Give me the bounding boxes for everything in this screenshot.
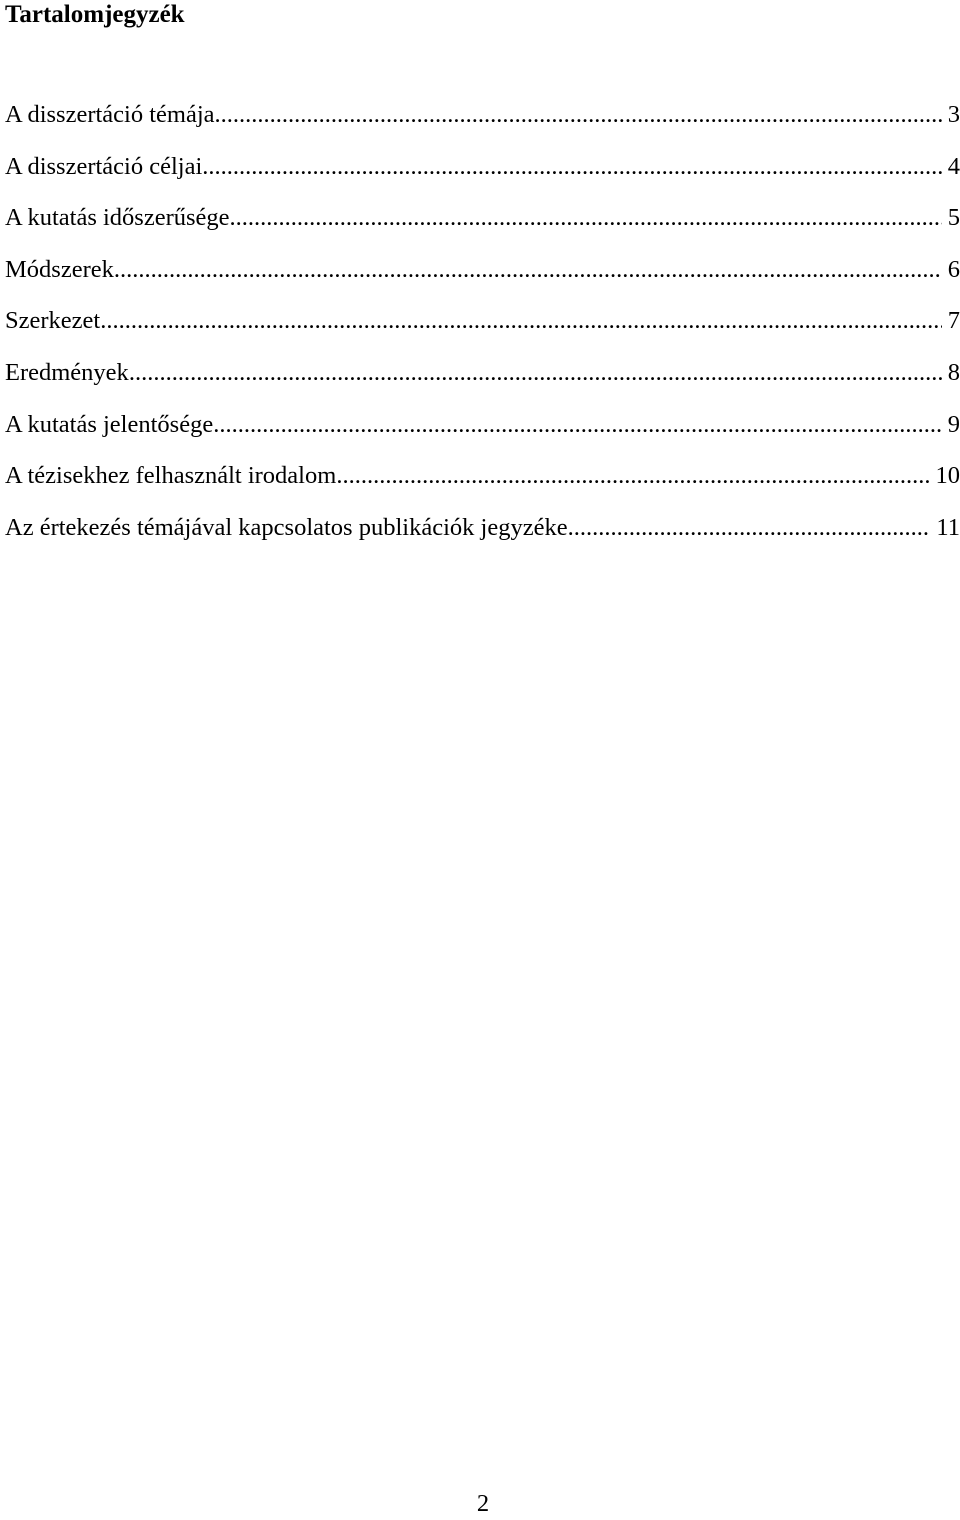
- toc-entry-label: A kutatás időszerűsége: [5, 196, 230, 240]
- toc-entry-page: 10: [930, 454, 960, 498]
- toc-entry-label: Módszerek: [5, 248, 114, 292]
- toc-entry-label: Eredmények: [5, 351, 129, 395]
- toc-dot-leader: [100, 299, 942, 343]
- toc-dot-leader: [114, 248, 942, 292]
- toc-entry-label: A kutatás jelentősége: [5, 403, 213, 447]
- toc-entry-label: A disszertáció céljai: [5, 145, 202, 189]
- toc-entry-publications[interactable]: [5, 506, 960, 558]
- page-title: Tartalomjegyzék: [5, 0, 185, 32]
- toc-entry-page: 8: [942, 351, 960, 395]
- toc-entry-page: 5: [942, 196, 960, 240]
- toc-dot-leader: [568, 506, 931, 550]
- toc-dot-leader: [336, 454, 929, 498]
- toc-entry-topic[interactable]: [5, 93, 960, 145]
- toc-entry-label: Az értekezés témájával kapcsolatos publikációk jegyzéke: [5, 506, 568, 550]
- toc-entry-timeliness[interactable]: [5, 196, 960, 248]
- toc-entry-page: 11: [930, 506, 960, 550]
- toc-entry-label: Szerkezet: [5, 299, 100, 343]
- toc-dot-leader: [213, 403, 942, 447]
- page-number: 2: [0, 1488, 960, 1520]
- toc-dot-leader: [215, 93, 942, 137]
- toc-entry-label: A tézisekhez felhasznált irodalom: [5, 454, 336, 498]
- toc-entry-literature[interactable]: [5, 454, 960, 506]
- toc-entry-page: 6: [942, 248, 960, 292]
- toc-dot-leader: [129, 351, 942, 395]
- toc-entry-results[interactable]: [5, 351, 960, 403]
- toc-entry-structure[interactable]: [5, 299, 960, 351]
- toc-entry-label: A disszertáció témája: [5, 93, 215, 137]
- toc-entry-page: 3: [942, 93, 960, 137]
- table-of-contents: [5, 93, 960, 557]
- toc-entry-significance[interactable]: [5, 403, 960, 455]
- toc-dot-leader: [230, 196, 942, 240]
- toc-dot-leader: [202, 145, 941, 189]
- toc-entry-methods[interactable]: [5, 248, 960, 300]
- toc-entry-page: 7: [942, 299, 960, 343]
- toc-entry-goals[interactable]: [5, 145, 960, 197]
- toc-entry-page: 4: [942, 145, 960, 189]
- toc-entry-page: 9: [942, 403, 960, 447]
